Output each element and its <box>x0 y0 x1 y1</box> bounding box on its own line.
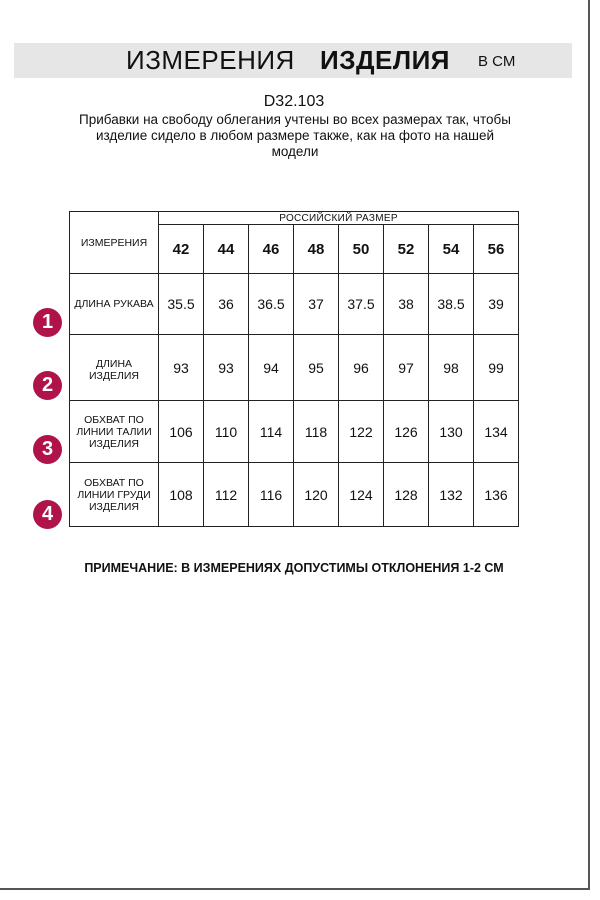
description <box>60 112 530 160</box>
description-line: Прибавки на свободу облегания учтены во всех размерах так, чтобы <box>79 112 511 127</box>
value-cell: 96 <box>339 335 384 401</box>
row-label: ОБХВАТ ПО ЛИНИИ ГРУДИ ИЗДЕЛИЯ <box>70 463 159 527</box>
value-cell: 126 <box>384 401 429 463</box>
size-group-header: РОССИЙСКИЙ РАЗМЕР <box>159 212 519 225</box>
size-header: 50 <box>339 225 384 274</box>
value-cell: 110 <box>204 401 249 463</box>
value-cell: 38.5 <box>429 274 474 335</box>
row-label: ДЛИНА ИЗДЕЛИЯ <box>70 335 159 401</box>
value-cell: 93 <box>204 335 249 401</box>
value-cell: 37.5 <box>339 274 384 335</box>
value-cell: 35.5 <box>159 274 204 335</box>
value-cell: 114 <box>249 401 294 463</box>
value-cell: 130 <box>429 401 474 463</box>
row-number-badge: 3 <box>33 435 62 464</box>
size-table <box>69 211 519 527</box>
units-label: В СМ <box>478 53 516 70</box>
value-cell: 122 <box>339 401 384 463</box>
value-cell: 39 <box>474 274 519 335</box>
description-line: модели <box>271 144 319 159</box>
page-title: ИЗМЕРЕНИЯ <box>126 45 295 75</box>
table-row <box>70 401 519 463</box>
measurements-header: ИЗМЕРЕНИЯ <box>70 212 159 274</box>
value-cell: 38 <box>384 274 429 335</box>
size-header: 56 <box>474 225 519 274</box>
size-header: 48 <box>294 225 339 274</box>
value-cell: 93 <box>159 335 204 401</box>
value-cell: 37 <box>294 274 339 335</box>
page-title-bold: ИЗДЕЛИЯ <box>320 45 450 75</box>
size-header: 46 <box>249 225 294 274</box>
value-cell: 99 <box>474 335 519 401</box>
value-cell: 118 <box>294 401 339 463</box>
value-cell: 108 <box>159 463 204 527</box>
table-row <box>70 463 519 527</box>
row-label: ОБХВАТ ПО ЛИНИИ ТАЛИИ ИЗДЕЛИЯ <box>70 401 159 463</box>
value-cell: 36 <box>204 274 249 335</box>
product-code: D32.103 <box>263 93 325 110</box>
table-row <box>70 335 519 401</box>
value-cell: 120 <box>294 463 339 527</box>
value-cell: 97 <box>384 335 429 401</box>
row-number-badge: 2 <box>33 371 62 400</box>
size-header: 42 <box>159 225 204 274</box>
value-cell: 128 <box>384 463 429 527</box>
value-cell: 132 <box>429 463 474 527</box>
size-header: 52 <box>384 225 429 274</box>
description-line: изделие сидело в любом размере также, как на фото на нашей <box>95 128 495 143</box>
value-cell: 98 <box>429 335 474 401</box>
value-cell: 136 <box>474 463 519 527</box>
row-number-badge: 1 <box>33 308 62 337</box>
row-label: ДЛИНА РУКАВА <box>70 274 159 335</box>
table-row <box>70 274 519 335</box>
note: ПРИМЕЧАНИЕ: В ИЗМЕРЕНИЯХ ДОПУСТИМЫ ОТКЛОНЕНИЯ 1-2 СМ <box>84 561 504 575</box>
size-header: 44 <box>204 225 249 274</box>
value-cell: 95 <box>294 335 339 401</box>
value-cell: 94 <box>249 335 294 401</box>
value-cell: 134 <box>474 401 519 463</box>
value-cell: 116 <box>249 463 294 527</box>
value-cell: 112 <box>204 463 249 527</box>
row-number-badge: 4 <box>33 500 62 529</box>
size-header: 54 <box>429 225 474 274</box>
value-cell: 124 <box>339 463 384 527</box>
value-cell: 106 <box>159 401 204 463</box>
value-cell: 36.5 <box>249 274 294 335</box>
